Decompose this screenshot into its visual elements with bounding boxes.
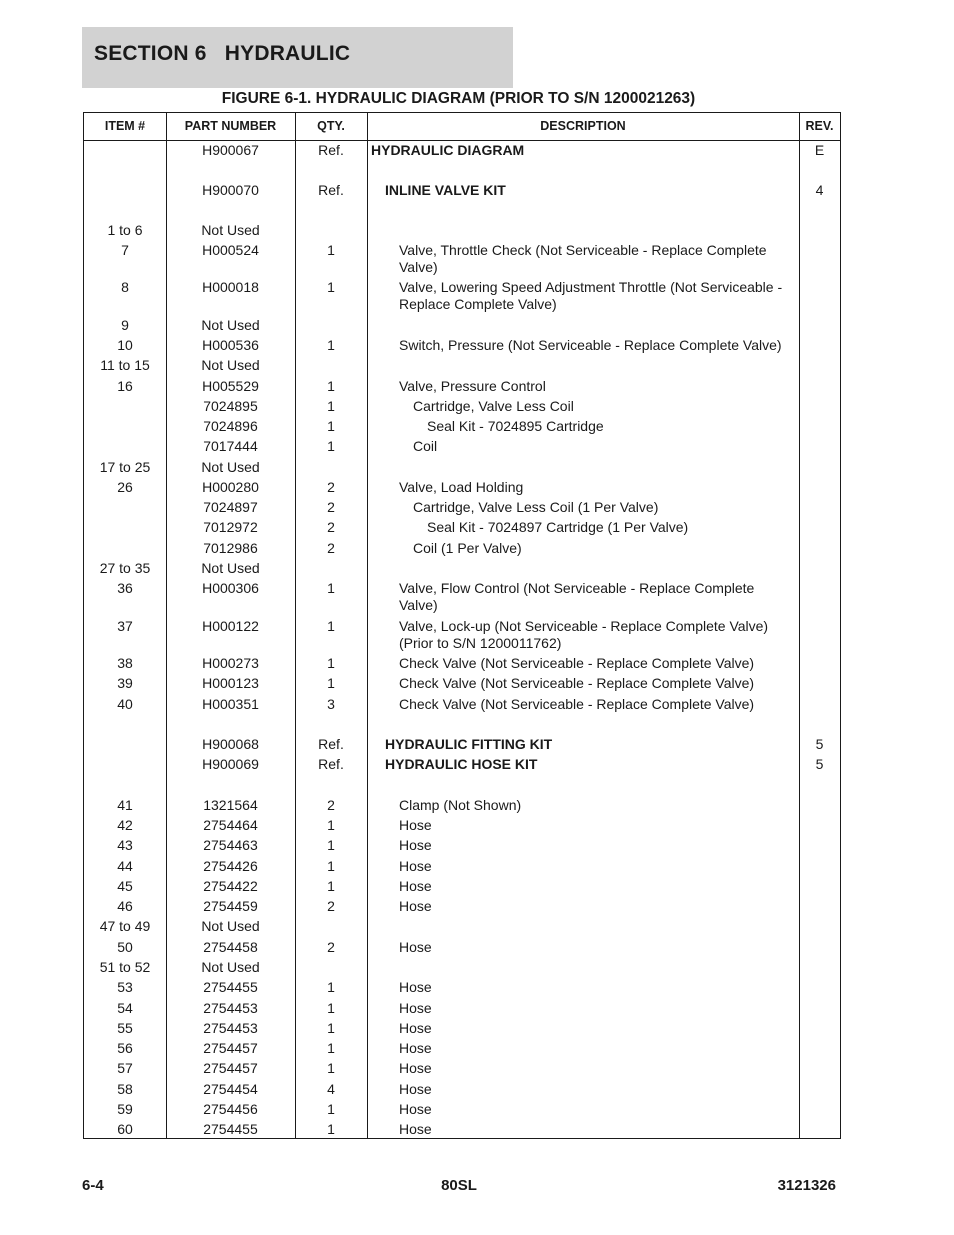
page-footer: [82, 1177, 836, 1195]
part-number: Not Used: [201, 357, 260, 373]
part-number: 7024897: [203, 499, 258, 515]
description: Hose: [399, 1040, 432, 1056]
description: Valve, Throttle Check (Not Serviceable - Replace Complete Valve): [399, 242, 767, 275]
quantity: 1: [327, 817, 335, 833]
header-rev: REV.: [805, 119, 834, 133]
part-number: Not Used: [201, 317, 260, 333]
item-number: 26: [117, 479, 133, 495]
part-number: 7024896: [203, 418, 258, 434]
description: Seal Kit - 7024897 Cartridge (1 Per Valve): [427, 519, 689, 535]
item-number: 27 to 35: [99, 560, 151, 576]
quantity: 1: [327, 1000, 335, 1016]
part-number: H000122: [202, 618, 259, 634]
part-number: 1321564: [203, 797, 258, 813]
description: Seal Kit - 7024895 Cartridge: [427, 418, 604, 434]
quantity: 1: [327, 858, 335, 874]
description: Hose: [399, 1081, 432, 1097]
quantity: 2: [327, 939, 335, 955]
description: Valve, Load Holding: [399, 479, 524, 495]
part-number: H000536: [202, 337, 259, 353]
part-number: 7012972: [203, 519, 258, 535]
item-number: 53: [117, 979, 133, 995]
item-number: 41: [117, 797, 133, 813]
item-number: 45: [117, 878, 133, 894]
description: Coil (1 Per Valve): [413, 540, 522, 556]
quantity: 1: [327, 418, 335, 434]
header-part-number: PART NUMBER: [184, 119, 277, 133]
quantity: 1: [327, 1020, 335, 1036]
item-number: 9: [121, 317, 129, 333]
quantity: 2: [327, 499, 335, 515]
description: Hose: [399, 817, 432, 833]
quantity: 1: [327, 1040, 335, 1056]
description: Clamp (Not Shown): [399, 797, 522, 813]
description: Hose: [399, 1121, 432, 1137]
item-number: 42: [117, 817, 133, 833]
item-number: 38: [117, 655, 133, 671]
revision: 5: [815, 736, 824, 752]
quantity: 2: [327, 479, 335, 495]
quantity: 1: [327, 279, 335, 295]
part-number: H000018: [202, 279, 259, 295]
description: Coil: [413, 438, 438, 454]
description: Hose: [399, 898, 432, 914]
item-number: 57: [117, 1060, 133, 1076]
part-number: H000273: [202, 655, 259, 671]
item-number: 16: [117, 378, 133, 394]
quantity: 1: [327, 398, 335, 414]
description: Check Valve (Not Serviceable - Replace Complete Valve): [399, 655, 755, 671]
quantity: 1: [327, 979, 335, 995]
part-number: Not Used: [201, 222, 260, 238]
description: HYDRAULIC HOSE KIT: [385, 756, 538, 772]
item-number: 10: [117, 337, 133, 353]
part-number: 2754455: [203, 1121, 258, 1137]
part-number: 7017444: [203, 438, 258, 454]
part-number: Not Used: [201, 560, 260, 576]
part-number: Not Used: [201, 959, 260, 975]
part-number: 2754453: [203, 1000, 258, 1016]
item-number: 58: [117, 1081, 133, 1097]
quantity: 1: [327, 242, 335, 258]
item-number: 51 to 52: [99, 959, 151, 975]
part-number: 7024895: [203, 398, 258, 414]
part-number: H900070: [202, 182, 259, 198]
item-number: 7: [121, 242, 129, 258]
quantity: 1: [327, 1060, 335, 1076]
item-number: 54: [117, 1000, 133, 1016]
parts-table: [83, 112, 841, 1139]
section-header: [82, 27, 513, 88]
item-number: 39: [117, 675, 133, 691]
description: HYDRAULIC FITTING KIT: [385, 736, 553, 752]
item-number: 47 to 49: [99, 918, 151, 934]
part-number: Not Used: [201, 459, 260, 475]
part-number: H900068: [202, 736, 259, 752]
quantity: Ref.: [318, 142, 344, 158]
revision: 5: [815, 756, 824, 772]
item-number: 17 to 25: [99, 459, 151, 475]
description: HYDRAULIC DIAGRAM: [371, 142, 525, 158]
description: Hose: [399, 1000, 432, 1016]
part-number: 2754457: [203, 1040, 258, 1056]
description: Cartridge, Valve Less Coil (1 Per Valve): [413, 499, 659, 515]
item-number: 59: [117, 1101, 133, 1117]
part-number: 2754459: [203, 898, 258, 914]
part-number: H000123: [202, 675, 259, 691]
item-number: 60: [117, 1121, 133, 1137]
part-number: Not Used: [201, 918, 260, 934]
item-number: 37: [117, 618, 133, 634]
part-number: 2754463: [203, 837, 258, 853]
model-name: 80SL: [441, 1177, 477, 1194]
quantity: 1: [327, 878, 335, 894]
part-number: H000351: [202, 696, 259, 712]
description: Valve, Flow Control (Not Serviceable - Replace Complete Valve): [399, 580, 755, 613]
description: Valve, Lowering Speed Adjustment Throttle (Not Serviceable - Replace Complete Valve): [399, 279, 783, 312]
quantity: Ref.: [318, 736, 344, 752]
part-number: 2754453: [203, 1020, 258, 1036]
quantity: 1: [327, 438, 335, 454]
part-number: 2754426: [203, 858, 258, 874]
part-number: H000280: [202, 479, 259, 495]
page-number: 6-4: [82, 1177, 104, 1194]
part-number: 2754422: [203, 878, 258, 894]
header-description: DESCRIPTION: [540, 119, 626, 133]
quantity: 1: [327, 618, 335, 634]
description: Check Valve (Not Serviceable - Replace Complete Valve): [399, 696, 755, 712]
description: Hose: [399, 1060, 432, 1076]
description: Hose: [399, 858, 432, 874]
table-header-row: [84, 113, 840, 141]
description: Switch, Pressure (Not Serviceable - Replace Complete Valve): [399, 337, 782, 353]
figure-title: FIGURE 6-1. HYDRAULIC DIAGRAM (PRIOR TO S/N 1200021263): [221, 90, 696, 107]
quantity: 2: [327, 898, 335, 914]
part-number: 2754454: [203, 1081, 258, 1097]
quantity: 1: [327, 337, 335, 353]
item-number: 40: [117, 696, 133, 712]
item-number: 43: [117, 837, 133, 853]
quantity: 1: [327, 1121, 335, 1137]
item-number: 56: [117, 1040, 133, 1056]
quantity: Ref.: [318, 756, 344, 772]
quantity: 3: [327, 696, 335, 712]
revision: E: [814, 142, 825, 158]
part-number: 2754458: [203, 939, 258, 955]
item-number: 55: [117, 1020, 133, 1036]
part-number: 2754456: [203, 1101, 258, 1117]
part-number: H005529: [202, 378, 259, 394]
part-number: 7012986: [203, 540, 258, 556]
description: Hose: [399, 837, 432, 853]
item-number: 44: [117, 858, 133, 874]
quantity: 2: [327, 797, 335, 813]
item-number: 11 to 15: [100, 357, 150, 373]
part-number: H900067: [202, 142, 259, 158]
description: Valve, Lock-up (Not Serviceable - Replace Complete Valve) (Prior to S/N 1200011762): [399, 618, 769, 651]
header-qty: QTY.: [317, 119, 345, 133]
item-number: 1 to 6: [107, 222, 143, 238]
item-number: 8: [121, 279, 129, 295]
part-number: H000524: [202, 242, 259, 258]
description: Check Valve (Not Serviceable - Replace Complete Valve): [399, 675, 755, 691]
part-number: H000306: [202, 580, 259, 596]
part-number: H900069: [202, 756, 259, 772]
quantity: Ref.: [318, 182, 344, 198]
description: Hose: [399, 979, 432, 995]
revision: 4: [815, 182, 824, 198]
description: Hose: [399, 939, 432, 955]
quantity: 1: [327, 675, 335, 691]
part-number: 2754464: [203, 817, 258, 833]
column-divider: [799, 113, 800, 1138]
quantity: 1: [327, 580, 335, 596]
description: INLINE VALVE KIT: [385, 182, 506, 198]
description: Hose: [399, 878, 432, 894]
description: Valve, Pressure Control: [399, 378, 546, 394]
description: Hose: [399, 1020, 432, 1036]
quantity: 2: [327, 540, 335, 556]
quantity: 1: [327, 1101, 335, 1117]
item-number: 36: [117, 580, 133, 596]
quantity: 4: [327, 1081, 335, 1097]
part-number: 2754457: [203, 1060, 258, 1076]
item-number: 46: [117, 898, 133, 914]
quantity: 1: [327, 655, 335, 671]
quantity: 1: [327, 837, 335, 853]
header-item: ITEM #: [104, 119, 146, 133]
part-number: 2754455: [203, 979, 258, 995]
description: Cartridge, Valve Less Coil: [413, 398, 574, 414]
section-title: SECTION 6 HYDRAULIC: [94, 42, 351, 65]
document-number: 3121326: [777, 1177, 836, 1194]
quantity: 2: [327, 519, 335, 535]
item-number: 50: [117, 939, 133, 955]
description: Hose: [399, 1101, 432, 1117]
quantity: 1: [327, 378, 335, 394]
